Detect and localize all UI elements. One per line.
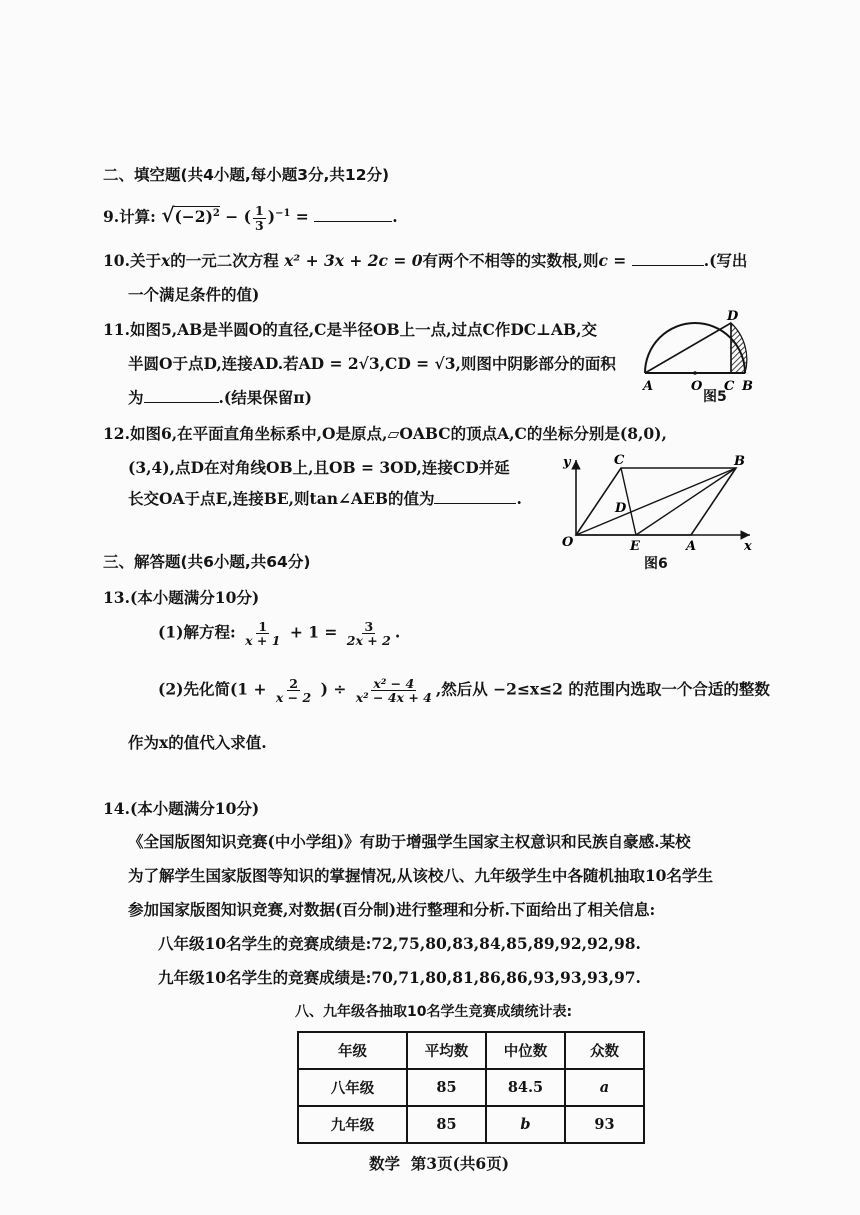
- header-mode: 众数: [565, 1032, 644, 1069]
- section-3-title: 三、解答题(共6小题,共64分): [103, 553, 311, 571]
- fig6-label-e: E: [630, 539, 640, 554]
- section-2-title: 二、填空题(共4小题,每小题3分,共12分): [103, 166, 390, 184]
- q10-answer-blank: [632, 253, 704, 266]
- fig5-label-b: B: [742, 379, 753, 394]
- q13-p2-fraction-1: $\frac{2}{x - 2}$: [275, 676, 312, 706]
- segment-ad: [645, 323, 731, 373]
- center-point-o: [693, 371, 697, 375]
- figure-6-coordinate-plane: [558, 450, 758, 560]
- q13-p1-fraction-2: $\frac{3}{2x + 2}$: [346, 619, 391, 649]
- question-12-line2: (3,4),点D在对角线OB上,且OB = 3OD,连接CD并延: [128, 458, 510, 477]
- question-11-line2: 半圆O于点D,连接AD.若AD = 2√3,CD = √3,则图中阴影部分的面积: [128, 354, 616, 373]
- q9-radicand: $(-2)^2$: [174, 207, 220, 226]
- question-13-part2: (2)先化简(1 + $\frac{2}{x - 2}$ ) ÷ $\frac{\text{x² − 4}}{\text{x² − 4x + 4}}$ ,然后从 −2≤x≤2 的范围内选取一个合适的整数: [158, 676, 770, 706]
- question-12-line3: 长交OA于点E,连接BE,则tan∠AEB的值为 .: [128, 489, 522, 508]
- q9-close-paren: ): [267, 207, 276, 226]
- cell-mode: a: [565, 1069, 644, 1106]
- fig6-label-y: y: [563, 455, 571, 470]
- fig6-label-c: C: [614, 453, 625, 468]
- cell-mode: 93: [565, 1106, 644, 1143]
- header-median: 中位数: [486, 1032, 565, 1069]
- q9-prefix: 9.计算:: [103, 207, 156, 226]
- table-header-row: [298, 1032, 644, 1069]
- cell-grade: 八年级: [298, 1069, 407, 1106]
- fig5-label-d: D: [727, 309, 739, 324]
- semicircle-arc: [645, 323, 745, 373]
- fig5-label-c: C: [724, 379, 735, 394]
- cell-mean: 85: [407, 1106, 486, 1143]
- cell-mean: 85: [407, 1069, 486, 1106]
- fig6-label-d: D: [615, 501, 627, 516]
- q9-end: .: [392, 207, 398, 226]
- question-11-line3: 为 .(结果保留π): [128, 388, 312, 407]
- figure-6-caption: 图6: [644, 556, 668, 572]
- question-13-head: 13.(本小题满分10分): [103, 588, 260, 607]
- cell-median: 84.5: [486, 1069, 565, 1106]
- sqrt-symbol: √: [161, 203, 175, 227]
- q9-answer-blank: [314, 209, 392, 222]
- fig6-label-a: A: [686, 539, 697, 554]
- fig6-label-b: B: [734, 454, 745, 469]
- q10-equation: x² + 3x + 2c = 0: [284, 251, 423, 270]
- table-row: [298, 1069, 644, 1106]
- q11-answer-blank: [144, 390, 219, 403]
- question-14-line3: 参加国家版图知识竞赛,对数据(百分制)进行整理和分析.下面给出了相关信息:: [128, 900, 656, 919]
- question-10-line1: 10.关于x的一元二次方程 x² + 3x + 2c = 0有两个不相等的实数根,则c = .(写出: [103, 251, 748, 270]
- cell-grade: 九年级: [298, 1106, 407, 1143]
- q9-eq: =: [290, 207, 315, 226]
- question-13-line3: 作为x的值代入求值.: [128, 733, 267, 752]
- question-12-line1: 12.如图6,在平面直角坐标系中,O是原点,▱OABC的顶点A,C的坐标分别是(8,0),: [103, 424, 667, 443]
- header-grade: 年级: [298, 1032, 407, 1069]
- grade8-scores: 八年级10名学生的竞赛成绩是:72,75,80,83,84,85,89,92,92,98.: [158, 934, 641, 953]
- question-9: [103, 203, 398, 232]
- table-row: [298, 1106, 644, 1143]
- question-10-line2: 一个满足条件的值): [128, 285, 260, 304]
- question-11-line1: 11.如图5,AB是半圆O的直径,C是半径OB上一点,过点C作DC⊥AB,交: [103, 320, 598, 339]
- q13-p1-fraction-1: $\frac{1}{x + 1}$: [245, 619, 281, 649]
- q13-p2-fraction-2: $\frac{\text{x² − 4}}{\text{x² − 4x + 4}}$: [355, 676, 432, 706]
- segment-be: [636, 468, 736, 535]
- fig5-label-o: O: [691, 379, 703, 394]
- header-mean: 平均数: [407, 1032, 486, 1069]
- question-14-line2: 为了解学生国家版图等知识的掌握情况,从该校八、九年级学生中各随机抽取10名学生: [128, 866, 713, 885]
- stats-table: [297, 1031, 645, 1144]
- diagonal-ob: [576, 468, 736, 535]
- question-14-head: 14.(本小题满分10分): [103, 799, 260, 818]
- question-13-part1: (1)解方程: $\frac{1}{x + 1}$ + 1 = $\frac{3}{2x + 2}$ .: [158, 619, 401, 649]
- page-footer: 数学 第3页(共6页): [369, 1154, 510, 1173]
- grade9-scores: 九年级10名学生的竞赛成绩是:70,71,80,81,86,86,93,93,93,97.: [158, 968, 641, 987]
- q9-neg-exp: −1: [275, 207, 291, 219]
- figure-5-caption: 图5: [703, 389, 727, 405]
- question-14-line1: 《全国版图知识竞赛(中小学组)》有助于增强学生国家主权意识和民族自豪感.某校: [128, 832, 691, 851]
- q9-minus: − (: [219, 207, 252, 226]
- fig6-label-x: x: [744, 539, 752, 554]
- q9-fraction: $\frac{1}{3}$: [255, 203, 264, 233]
- table-title: 八、九年级各抽取10名学生竞赛成绩统计表:: [295, 1004, 573, 1020]
- q12-answer-blank: [434, 491, 516, 504]
- fig5-label-a: A: [643, 379, 654, 394]
- cell-median: b: [486, 1106, 565, 1143]
- fig6-label-o: O: [562, 535, 574, 550]
